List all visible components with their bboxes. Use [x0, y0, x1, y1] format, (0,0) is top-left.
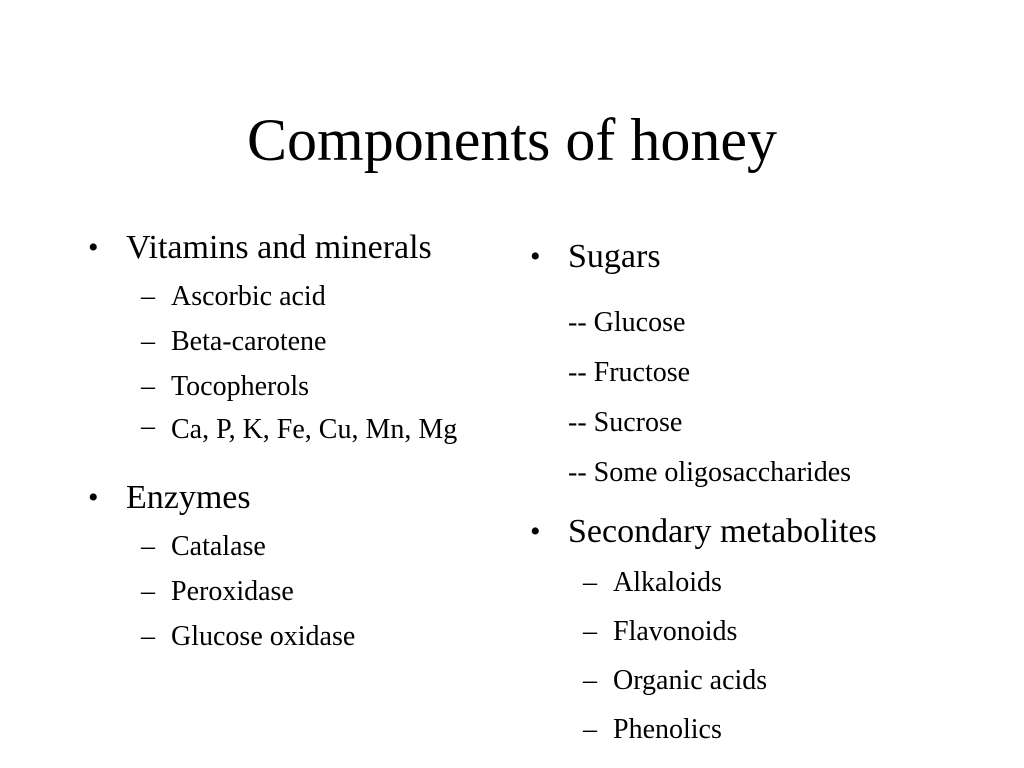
bullet-glyph: •	[530, 240, 541, 273]
bullet-label: Enzymes	[126, 479, 251, 516]
sub-item	[530, 607, 1000, 656]
sub-item	[88, 524, 508, 569]
dash-glyph: –	[583, 616, 597, 647]
sugar-item: -- Sucrose	[568, 407, 683, 438]
bullet-sugars	[530, 231, 1000, 283]
sub-item	[88, 274, 508, 319]
dash-glyph: –	[583, 714, 597, 745]
sub-item-label: Catalase	[171, 531, 266, 562]
dash-glyph: –	[141, 371, 155, 402]
dash-glyph: –	[141, 326, 155, 357]
sub-item	[88, 319, 508, 364]
sub-item-label: Flavonoids	[613, 616, 738, 647]
left-column	[88, 222, 508, 659]
dash-glyph: –	[141, 411, 155, 442]
sub-item	[88, 364, 508, 409]
right-column	[530, 222, 1000, 754]
bullet-label: Vitamins and minerals	[126, 229, 432, 266]
dash-glyph: –	[583, 567, 597, 598]
bullet-secondary-metabolites	[530, 506, 1000, 558]
sub-item-label: Alkaloids	[613, 567, 722, 598]
bullet-enzymes	[88, 472, 508, 524]
bullet-vitamins-minerals	[88, 222, 508, 274]
bullet-label: Secondary metabolites	[568, 513, 877, 550]
sub-item	[530, 558, 1000, 607]
dash-glyph: –	[141, 281, 155, 312]
sub-item-label: Tocopherols	[171, 371, 310, 402]
dash-glyph: –	[583, 665, 597, 696]
sub-item	[88, 569, 508, 614]
sub-item-label: Beta-carotene	[171, 326, 327, 357]
sub-item	[530, 705, 1000, 754]
sub-item	[88, 409, 508, 452]
sub-item-label: Glucose oxidase	[171, 621, 356, 652]
dash-glyph: –	[141, 576, 155, 607]
dash-glyph: –	[141, 531, 155, 562]
bullet-glyph: •	[88, 231, 99, 264]
sugar-item: -- Fructose	[568, 357, 691, 388]
sub-item-label: Ca, P, K, Fe, Cu, Mn, Mg	[171, 414, 458, 445]
bullet-glyph: •	[530, 515, 541, 548]
sugar-item: -- Some oligosaccharides	[568, 457, 852, 488]
bullet-glyph: •	[88, 481, 99, 514]
slide-title: Components of honey	[247, 107, 777, 173]
sub-item	[530, 656, 1000, 705]
dash-glyph: –	[141, 621, 155, 652]
sub-item-label: Phenolics	[613, 714, 722, 745]
sub-item-label: Ascorbic acid	[171, 281, 326, 312]
sub-item	[88, 614, 508, 659]
sub-item-label: Organic acids	[613, 665, 768, 696]
bullet-label: Sugars	[568, 238, 661, 275]
sub-item-label: Peroxidase	[171, 576, 294, 607]
sugar-item: -- Glucose	[568, 307, 686, 338]
